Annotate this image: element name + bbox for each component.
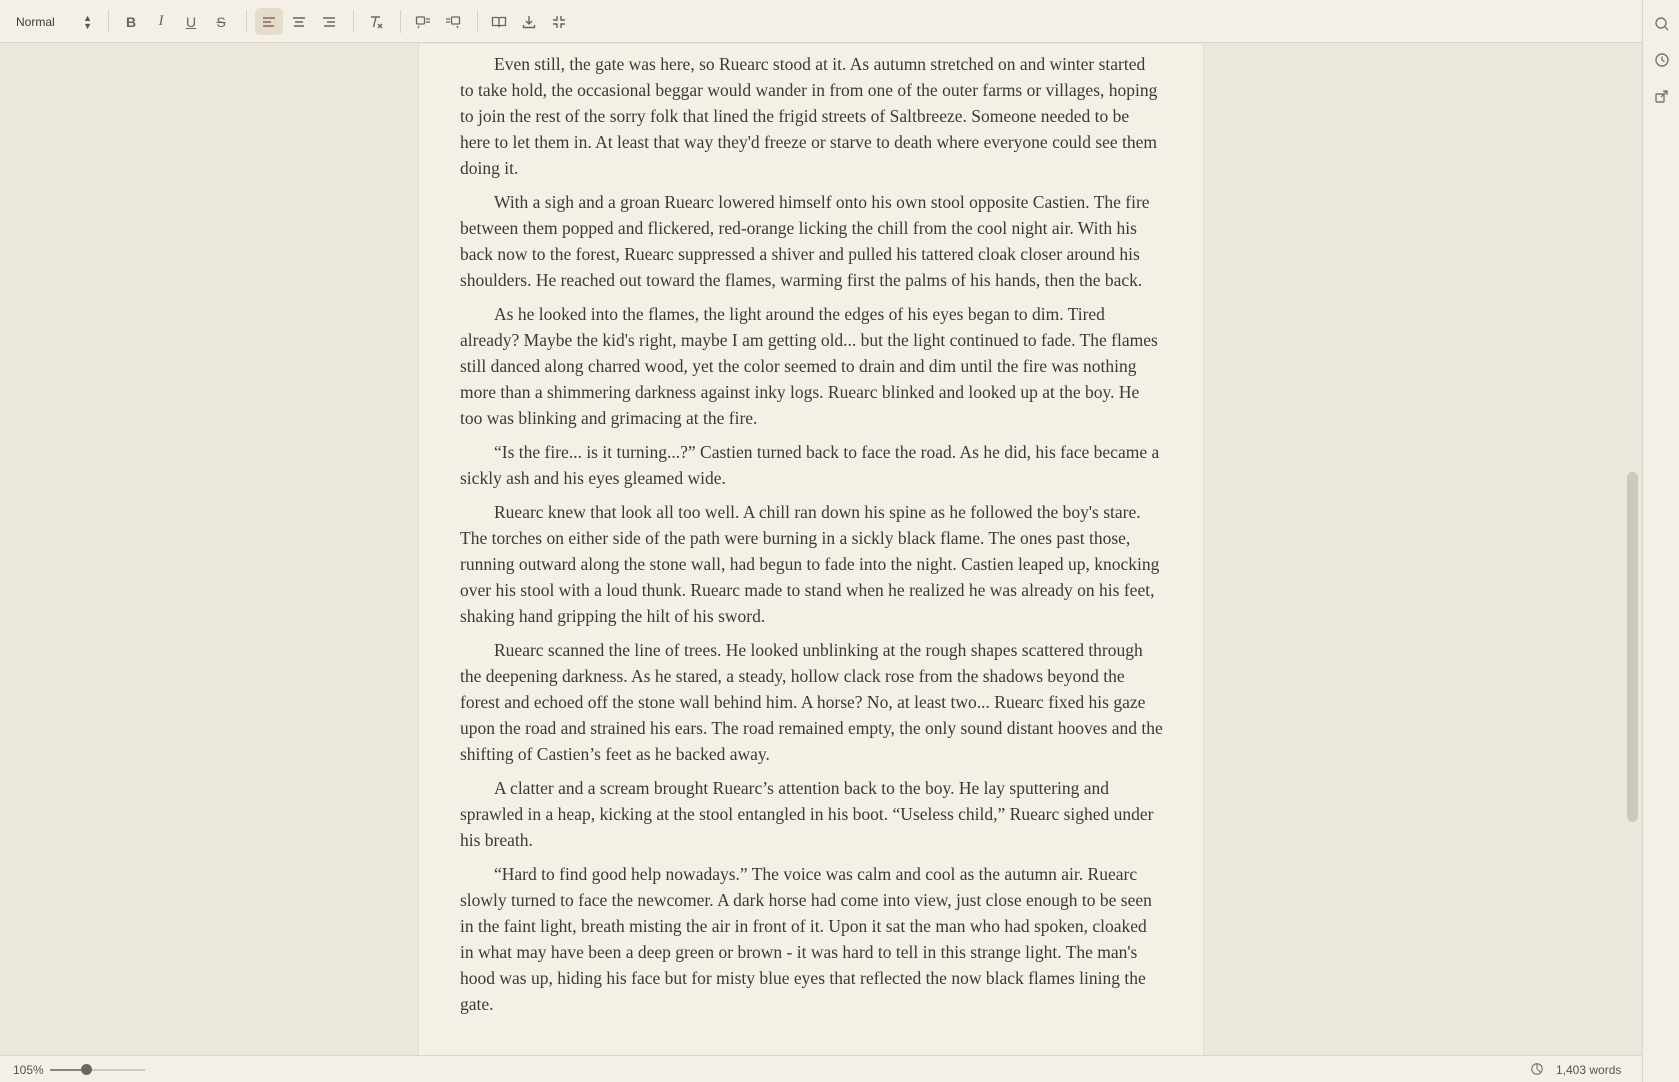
reader-mode-button[interactable] [485,8,513,35]
status-bar [0,1055,1642,1082]
comment-insert-icon [415,14,431,30]
exit-fullscreen-button[interactable] [545,8,573,35]
align-right-icon [321,14,337,30]
note-insert-icon [445,14,461,30]
paragraph-style-value: Normal [16,15,55,29]
word-count: 1,403 words [1556,1063,1622,1077]
underline-button[interactable] [177,8,205,35]
word-count-icon[interactable] [1530,1062,1544,1076]
italic-icon: I [158,13,164,29]
paragraph[interactable]: Even still, the gate was here, so Ruearc stood at it. As autumn stretched on and winter started to take hold, the occasional beggar would wander in from one of the outer farms or villages, hoping to join the rest of the sorry folk that lined the frigid streets of Saltbreeze. Someone needed to be here to let them in. At least that way they'd freeze or starve to death where everyone could see them doing it. [460,54,1158,178]
download-button[interactable] [515,8,543,35]
strikethrough-button[interactable] [207,8,235,35]
toolbar-divider [477,10,478,33]
history-button[interactable] [1652,50,1672,70]
paragraph[interactable]: Ruearc scanned the line of trees. He looked unblinking at the rough shapes scattered through the deepening darkness. As he stared, a steady, hollow clack rose from the shadows beyond the forest and echoed off the stone wall behind him. A horse? No, at least two... Ruearc fixed his gaze upon the road and strained his ears. The road remained empty, the only sound distant hooves and the shifting of Castien’s feet as he backed away. [460,640,1163,764]
download-icon [521,14,537,30]
zoom-slider[interactable] [50,1069,145,1071]
zoom-level: 105% [13,1063,44,1077]
collapse-icon [551,14,567,30]
paragraph-style-select[interactable] [10,10,98,34]
vertical-scrollbar[interactable] [1627,472,1638,822]
clear-formatting-button[interactable] [362,8,390,35]
paragraph[interactable]: Ruearc knew that look all too well. A chill ran down his spine as he followed the boy's stare. The torches on either side of the path were burning in a sickly black flame. The ones past those, running outward along the stone wall, had begun to fade into the night. Castien leaped up, knocking over his stool with a loud thunk. Ruearc made to stand when he realized he was already on his feet, shaking hand gripping the hilt of his sword. [460,502,1160,626]
toolbar-divider [353,10,354,33]
paragraph[interactable]: “Hard to find good help nowadays.” The voice was calm and cool as the autumn air. Ruearc slowly turned to face the newcomer. A dark horse had come into view, just close enough to be seen in the faint light, breath misting the air in front of it. Upon it sat the man who had spoken, cloaked in what may have been a deep green or brown - it was hard to tell in this strange light. The man's hood was up, hiding his face but for misty blue eyes that reflected the now black flames lining the gate. [460,864,1152,1014]
clock-icon [1654,52,1670,68]
toolbar-divider [246,10,247,33]
formatting-toolbar [0,0,1642,43]
book-open-icon [491,14,507,30]
editor-area [0,44,1642,1055]
search-button[interactable] [1652,14,1672,34]
paragraph[interactable]: “Is the fire... is it turning...?” Castien turned back to face the road. As he did, his face became a sickly ash and his eyes gleamed wide. [460,442,1160,488]
italic-button[interactable] [147,8,175,35]
bold-icon: B [125,13,137,30]
align-left-button[interactable] [255,8,283,35]
share-button[interactable] [1652,86,1672,106]
share-icon [1654,88,1670,104]
align-center-icon [291,14,307,30]
insert-note-button[interactable] [439,8,467,35]
align-left-icon [261,14,277,30]
zoom-slider-handle[interactable] [81,1064,92,1075]
document-page[interactable] [418,44,1204,1055]
toolbar-divider [108,10,109,33]
strikethrough-icon: S [216,13,226,30]
align-center-button[interactable] [285,8,313,35]
underline-icon: U [185,13,197,30]
paragraph[interactable]: With a sigh and a groan Ruearc lowered himself onto his own stool opposite Castien. The fire between them popped and flickered, red-orange licking the chill from the cool night air. With his back now to the forest, Ruearc suppressed a shiver and pulled his tattered cloak closer around his shoulders. He reached out toward the flames, warming first the palms of his hands, then the back. [460,192,1150,290]
toolbar-divider [400,10,401,33]
paragraph[interactable]: A clatter and a scream brought Ruearc’s attention back to the boy. He lay sputtering and sprawled in a heap, kicking at the stool entangled in his boot. “Useless child,” Ruearc sighed under his breath. [460,778,1154,850]
insert-comment-button[interactable] [409,8,437,35]
search-icon [1654,16,1670,32]
clear-formatting-icon [368,14,384,30]
paragraph[interactable]: As he looked into the flames, the light around the edges of his eyes began to dim. Tired already? Maybe the kid's right, maybe I am getting old... but the light continued to fade. The flames still danced along charred wood, yet the color seemed to drain and dim until the fire was nothing more than a shimmering darkness against inky logs. Ruearc blinked and looked up at the boy. He too was blinking and grimacing at the fire. [460,304,1158,428]
bold-button[interactable] [117,8,145,35]
right-sidebar-rail [1642,0,1679,1082]
select-arrows-icon: ▲ ▼ [83,13,92,31]
align-right-button[interactable] [315,8,343,35]
